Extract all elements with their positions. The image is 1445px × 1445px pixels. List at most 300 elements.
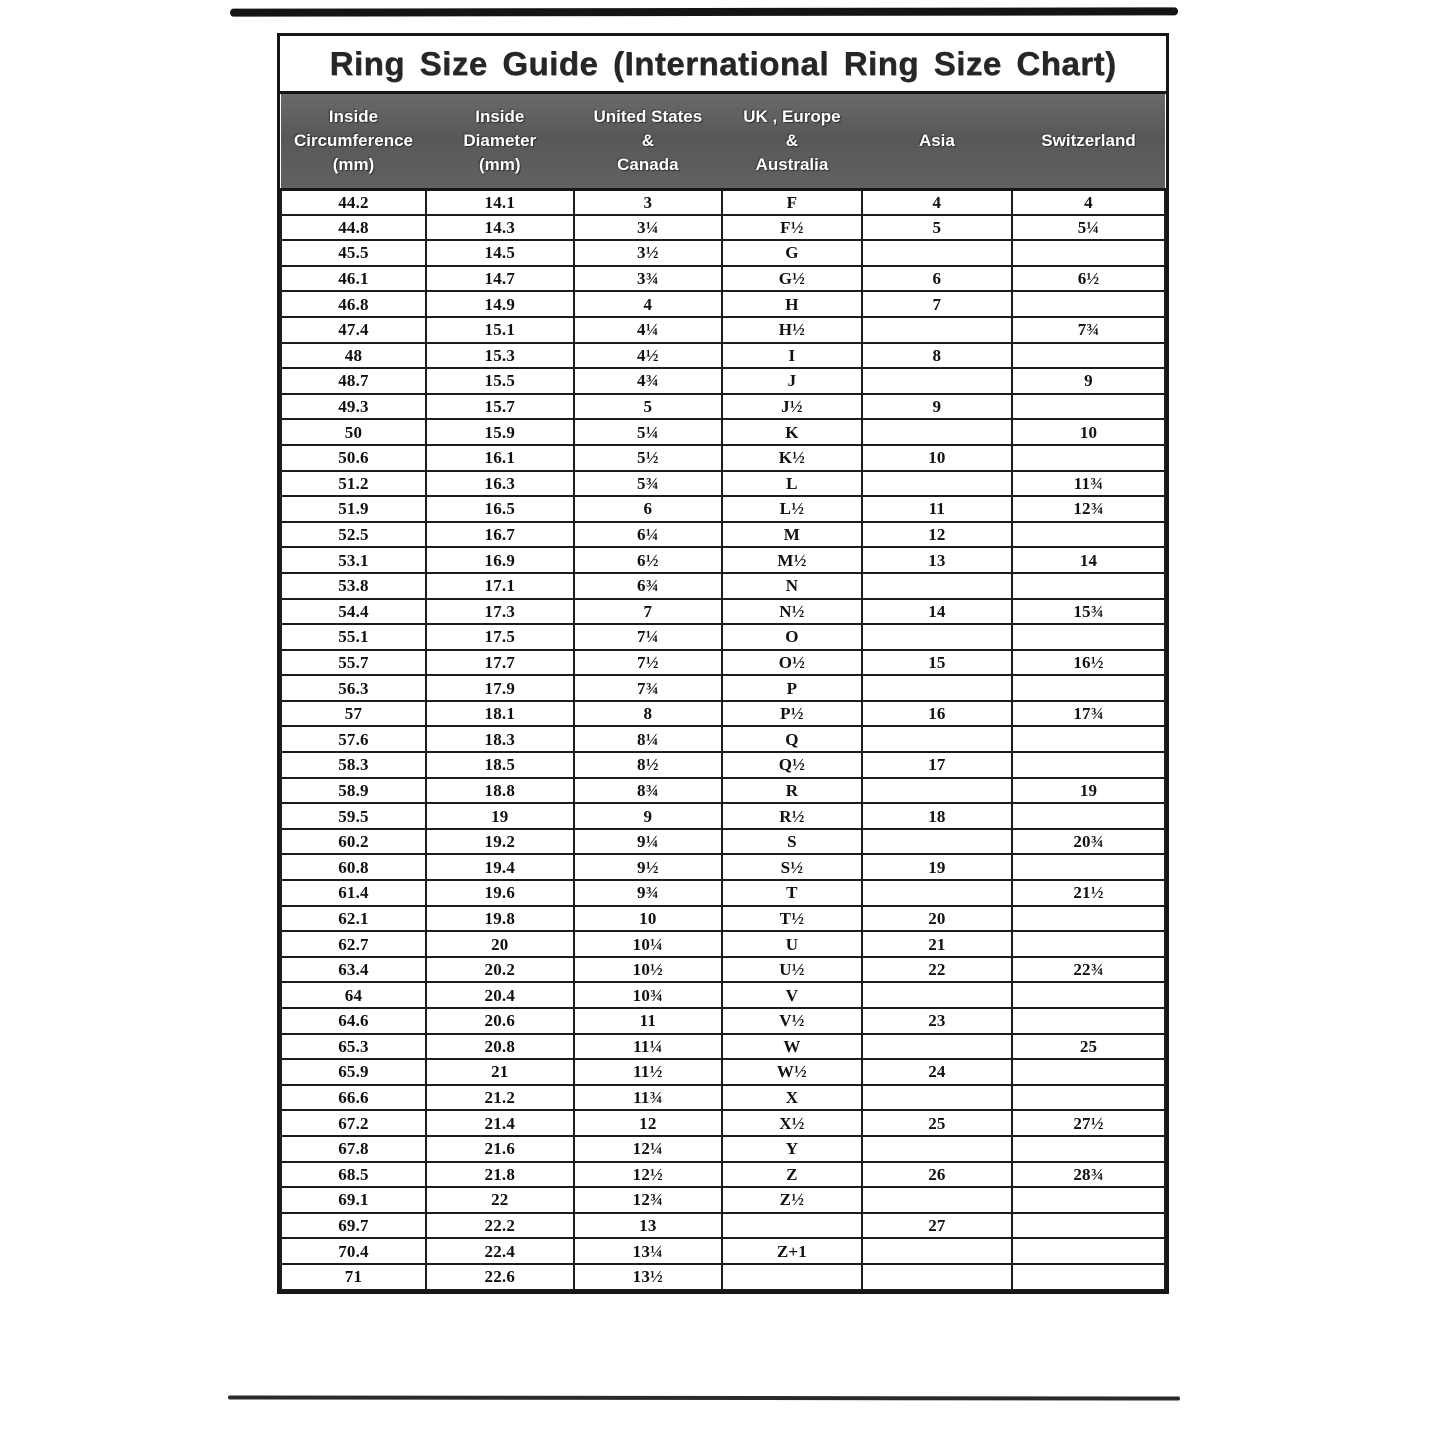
table-cell: 7¾ [1012, 317, 1165, 343]
table-cell: 21.4 [426, 1110, 574, 1136]
table-cell: 7¾ [574, 675, 723, 701]
header-uk-europe-australia: UK , Europe & Australia [722, 94, 862, 189]
table-cell [862, 368, 1012, 394]
table-cell: 16.9 [426, 547, 574, 573]
table-cell: O [722, 624, 862, 650]
table-cell: L½ [722, 496, 862, 522]
table-cell: 5¾ [574, 471, 723, 497]
table-cell: 50.6 [281, 445, 426, 471]
table-cell [1012, 982, 1165, 1008]
table-cell: 20 [862, 906, 1012, 932]
table-cell: 11¾ [1012, 471, 1165, 497]
table-cell: 10 [574, 906, 723, 932]
table-cell: 15 [862, 650, 1012, 676]
table-cell: 10¾ [574, 982, 723, 1008]
table-cell: 4¾ [574, 368, 723, 394]
table-cell: 18.3 [426, 726, 574, 752]
table-cell: M½ [722, 547, 862, 573]
table-cell [862, 982, 1012, 1008]
table-cell: 6 [574, 496, 723, 522]
table-cell: T [722, 880, 862, 906]
table-row [281, 189, 1165, 215]
table-cell [862, 471, 1012, 497]
table-cell: 71 [281, 1264, 426, 1290]
table-cell: 44.8 [281, 215, 426, 241]
bottom-border-line [228, 1396, 1180, 1401]
table-cell: 21.2 [426, 1085, 574, 1111]
table-cell: 15.5 [426, 368, 574, 394]
table-cell [1012, 522, 1165, 548]
table-cell: 12¼ [574, 1136, 723, 1162]
table-cell [862, 1034, 1012, 1060]
table-cell: 60.8 [281, 854, 426, 880]
table-cell: 5 [574, 394, 723, 420]
table-row [281, 1213, 1165, 1239]
table-cell: 15.9 [426, 419, 574, 445]
table-cell: G [722, 240, 862, 266]
table-row [281, 1008, 1165, 1034]
table-cell: 26 [862, 1162, 1012, 1188]
table-row [281, 1162, 1165, 1188]
table-cell: 3¼ [574, 215, 723, 241]
table-cell: 3½ [574, 240, 723, 266]
table-cell: 58.9 [281, 778, 426, 804]
table-row [281, 803, 1165, 829]
table-cell [862, 1187, 1012, 1213]
table-cell: 18.8 [426, 778, 574, 804]
table-cell: J½ [722, 394, 862, 420]
table-cell: Q [722, 726, 862, 752]
table-cell: 13 [574, 1213, 723, 1239]
table-row [281, 368, 1165, 394]
table-cell [862, 880, 1012, 906]
table-cell: 48.7 [281, 368, 426, 394]
table-cell: 17¾ [1012, 701, 1165, 727]
table-row [281, 240, 1165, 266]
table-cell: 20.2 [426, 957, 574, 983]
table-row [281, 650, 1165, 676]
table-row [281, 266, 1165, 292]
table-cell: 55.1 [281, 624, 426, 650]
table-cell: 12 [574, 1110, 723, 1136]
table-row [281, 1059, 1165, 1085]
table-cell [1012, 1264, 1165, 1290]
table-cell: V [722, 982, 862, 1008]
table-cell: 46.1 [281, 266, 426, 292]
table-cell [722, 1264, 862, 1290]
table-cell [862, 1238, 1012, 1264]
table-cell: 21 [426, 1059, 574, 1085]
table-cell: 14.1 [426, 189, 574, 215]
table-cell: 15.3 [426, 343, 574, 369]
table-cell: S½ [722, 854, 862, 880]
table-cell: 9 [1012, 368, 1165, 394]
table-cell: 6¾ [574, 573, 723, 599]
table-cell: 11¼ [574, 1034, 723, 1060]
table-cell [1012, 1136, 1165, 1162]
table-cell: 69.1 [281, 1187, 426, 1213]
table-cell: 16.3 [426, 471, 574, 497]
table-cell: 13¼ [574, 1238, 723, 1264]
table-cell [1012, 240, 1165, 266]
table-cell: X½ [722, 1110, 862, 1136]
table-cell: 4¼ [574, 317, 723, 343]
table-cell: U½ [722, 957, 862, 983]
table-cell: 15.1 [426, 317, 574, 343]
table-cell: 22.4 [426, 1238, 574, 1264]
table-cell: 19 [1012, 778, 1165, 804]
table-cell [1012, 573, 1165, 599]
table-cell [862, 317, 1012, 343]
table-cell: 11¾ [574, 1085, 723, 1111]
header-us-canada: United States & Canada [574, 94, 723, 189]
table-row [281, 496, 1165, 522]
table-cell [862, 829, 1012, 855]
table-cell: 7 [862, 291, 1012, 317]
table-cell: 57.6 [281, 726, 426, 752]
table-cell: 20.8 [426, 1034, 574, 1060]
table-cell [862, 419, 1012, 445]
table-row [281, 982, 1165, 1008]
table-cell: 18.1 [426, 701, 574, 727]
table-cell: 7½ [574, 650, 723, 676]
table-cell: 6¼ [574, 522, 723, 548]
table-row [281, 1110, 1165, 1136]
table-row [281, 752, 1165, 778]
table-cell [862, 778, 1012, 804]
table-cell: 10 [862, 445, 1012, 471]
table-cell: 25 [862, 1110, 1012, 1136]
table-row [281, 215, 1165, 241]
table-cell: 5¼ [1012, 215, 1165, 241]
table-cell: 24 [862, 1059, 1012, 1085]
table-cell: 25 [1012, 1034, 1165, 1060]
table-cell: 8½ [574, 752, 723, 778]
table-cell: 9¼ [574, 829, 723, 855]
header-inside-circumference: Inside Circumference (mm) [281, 94, 426, 189]
table-cell: 12½ [574, 1162, 723, 1188]
table-cell: 4½ [574, 343, 723, 369]
table-cell [1012, 1059, 1165, 1085]
table-cell: 16 [862, 701, 1012, 727]
table-cell: W½ [722, 1059, 862, 1085]
table-cell: 12¾ [574, 1187, 723, 1213]
table-row [281, 573, 1165, 599]
table-row [281, 957, 1165, 983]
table-cell: 11 [862, 496, 1012, 522]
table-cell [722, 1213, 862, 1239]
table-row [281, 343, 1165, 369]
table-cell: Q½ [722, 752, 862, 778]
table-cell: 16½ [1012, 650, 1165, 676]
table-cell: 19.6 [426, 880, 574, 906]
table-cell: I [722, 343, 862, 369]
table-cell [1012, 624, 1165, 650]
table-cell: O½ [722, 650, 862, 676]
table-row [281, 1238, 1165, 1264]
table-cell: 4 [1012, 189, 1165, 215]
table-cell: 12 [862, 522, 1012, 548]
table-cell: N [722, 573, 862, 599]
table-cell: 12¾ [1012, 496, 1165, 522]
table-row [281, 1034, 1165, 1060]
table-cell [1012, 1085, 1165, 1111]
table-cell: 11 [574, 1008, 723, 1034]
table-cell: 53.1 [281, 547, 426, 573]
table-cell: Z [722, 1162, 862, 1188]
table-cell [862, 726, 1012, 752]
table-cell: Z½ [722, 1187, 862, 1213]
table-cell: 11½ [574, 1059, 723, 1085]
table-cell: 22 [426, 1187, 574, 1213]
table-cell: 3¾ [574, 266, 723, 292]
table-cell: 21.6 [426, 1136, 574, 1162]
table-cell: 13½ [574, 1264, 723, 1290]
table-cell: 4 [574, 291, 723, 317]
table-cell [1012, 445, 1165, 471]
table-cell: 56.3 [281, 675, 426, 701]
header-inside-diameter: Inside Diameter (mm) [426, 94, 574, 189]
table-cell: 53.8 [281, 573, 426, 599]
table-cell [862, 1136, 1012, 1162]
table-cell: 62.1 [281, 906, 426, 932]
table-cell: 5¼ [574, 419, 723, 445]
table-cell: 17.3 [426, 599, 574, 625]
table-cell: 51.9 [281, 496, 426, 522]
table-cell [1012, 1213, 1165, 1239]
table-cell: 9 [574, 803, 723, 829]
table-cell: 17.9 [426, 675, 574, 701]
table-cell: 7 [574, 599, 723, 625]
table-row [281, 931, 1165, 957]
header-row [281, 94, 1165, 189]
table-cell: 20.6 [426, 1008, 574, 1034]
table-cell: 8 [574, 701, 723, 727]
table-cell: 20.4 [426, 982, 574, 1008]
table-cell: 67.8 [281, 1136, 426, 1162]
table-cell: 68.5 [281, 1162, 426, 1188]
table-cell [862, 675, 1012, 701]
table-cell: 49.3 [281, 394, 426, 420]
table-cell [1012, 291, 1165, 317]
table-cell: 17.7 [426, 650, 574, 676]
table-cell: 46.8 [281, 291, 426, 317]
table-cell: 55.7 [281, 650, 426, 676]
table-cell: J [722, 368, 862, 394]
table-row [281, 419, 1165, 445]
table-cell: 66.6 [281, 1085, 426, 1111]
table-cell [1012, 726, 1165, 752]
table-cell: 70.4 [281, 1238, 426, 1264]
table-cell: 19.8 [426, 906, 574, 932]
table-cell: 4 [862, 189, 1012, 215]
table-cell: 19.4 [426, 854, 574, 880]
table-cell: 21 [862, 931, 1012, 957]
table-cell: 19 [426, 803, 574, 829]
table-row [281, 880, 1165, 906]
table-cell: 18 [862, 803, 1012, 829]
table-cell: 17 [862, 752, 1012, 778]
table-cell: 20 [426, 931, 574, 957]
table-cell: 59.5 [281, 803, 426, 829]
table-cell: N½ [722, 599, 862, 625]
table-cell: 10½ [574, 957, 723, 983]
table-cell: 65.3 [281, 1034, 426, 1060]
table-cell: 14 [1012, 547, 1165, 573]
table-cell: 67.2 [281, 1110, 426, 1136]
table-cell: Y [722, 1136, 862, 1162]
table-row [281, 599, 1165, 625]
table-cell [1012, 1187, 1165, 1213]
table-cell: R [722, 778, 862, 804]
table-cell [862, 240, 1012, 266]
table-cell: 22.6 [426, 1264, 574, 1290]
table-cell: 21.8 [426, 1162, 574, 1188]
table-cell: 27 [862, 1213, 1012, 1239]
table-cell: 6½ [574, 547, 723, 573]
table-cell: 19.2 [426, 829, 574, 855]
table-cell: 10¼ [574, 931, 723, 957]
table-cell: 64.6 [281, 1008, 426, 1034]
table-cell: 47.4 [281, 317, 426, 343]
table-cell: H [722, 291, 862, 317]
table-cell: 9¾ [574, 880, 723, 906]
table-cell: 15.7 [426, 394, 574, 420]
table-cell: 63.4 [281, 957, 426, 983]
ring-size-table [280, 94, 1166, 1291]
table-cell [1012, 931, 1165, 957]
table-row [281, 854, 1165, 880]
table-cell: 14.9 [426, 291, 574, 317]
table-row [281, 317, 1165, 343]
table-row [281, 829, 1165, 855]
table-cell: 28¾ [1012, 1162, 1165, 1188]
table-cell: 17.5 [426, 624, 574, 650]
table-cell: 60.2 [281, 829, 426, 855]
table-cell: 14.5 [426, 240, 574, 266]
table-cell: 45.5 [281, 240, 426, 266]
table-cell: 10 [1012, 419, 1165, 445]
table-row [281, 522, 1165, 548]
table-cell: F [722, 189, 862, 215]
table-cell: 8¾ [574, 778, 723, 804]
table-row [281, 291, 1165, 317]
table-cell: K [722, 419, 862, 445]
table-cell: 58.3 [281, 752, 426, 778]
table-cell: 19 [862, 854, 1012, 880]
table-row [281, 1187, 1165, 1213]
table-cell: 7¼ [574, 624, 723, 650]
table-row [281, 547, 1165, 573]
table-cell: 15¾ [1012, 599, 1165, 625]
table-cell: 3 [574, 189, 723, 215]
table-cell: 50 [281, 419, 426, 445]
table-cell: 9 [862, 394, 1012, 420]
table-cell: 44.2 [281, 189, 426, 215]
table-cell: 14.7 [426, 266, 574, 292]
table-cell: 57 [281, 701, 426, 727]
table-cell: 21½ [1012, 880, 1165, 906]
table-row [281, 1136, 1165, 1162]
table-cell: 16.5 [426, 496, 574, 522]
table-cell: P [722, 675, 862, 701]
chart-title: Ring Size Guide (International Ring Size Chart) [280, 36, 1166, 94]
table-cell: 51.2 [281, 471, 426, 497]
table-cell: M [722, 522, 862, 548]
table-cell [1012, 1008, 1165, 1034]
table-cell: P½ [722, 701, 862, 727]
table-cell: 20¾ [1012, 829, 1165, 855]
table-cell [862, 573, 1012, 599]
table-cell: 16.1 [426, 445, 574, 471]
top-border-line [230, 7, 1178, 16]
table-cell: 16.7 [426, 522, 574, 548]
table-cell [1012, 343, 1165, 369]
table-cell: 22 [862, 957, 1012, 983]
table-cell: 27½ [1012, 1110, 1165, 1136]
table-cell: Z+1 [722, 1238, 862, 1264]
table-body [281, 189, 1165, 1290]
table-cell: 9½ [574, 854, 723, 880]
ring-size-chart [277, 33, 1169, 1294]
table-cell: X [722, 1085, 862, 1111]
table-cell: 18.5 [426, 752, 574, 778]
table-cell: 6½ [1012, 266, 1165, 292]
table-cell: 22¾ [1012, 957, 1165, 983]
table-row [281, 701, 1165, 727]
header-switzerland: Switzerland [1012, 94, 1165, 189]
table-cell: 14.3 [426, 215, 574, 241]
table-row [281, 624, 1165, 650]
table-cell [1012, 803, 1165, 829]
table-cell: 17.1 [426, 573, 574, 599]
table-cell [1012, 854, 1165, 880]
table-row [281, 1085, 1165, 1111]
table-cell: T½ [722, 906, 862, 932]
table-row [281, 726, 1165, 752]
table-cell: 69.7 [281, 1213, 426, 1239]
table-cell [1012, 675, 1165, 701]
table-cell: L [722, 471, 862, 497]
table-row [281, 778, 1165, 804]
table-cell: U [722, 931, 862, 957]
table-cell [862, 1264, 1012, 1290]
table-cell: R½ [722, 803, 862, 829]
table-cell: 6 [862, 266, 1012, 292]
table-cell: W [722, 1034, 862, 1060]
table-row [281, 675, 1165, 701]
table-cell: 23 [862, 1008, 1012, 1034]
table-cell: 13 [862, 547, 1012, 573]
table-cell: 5½ [574, 445, 723, 471]
table-row [281, 471, 1165, 497]
header-asia: Asia [862, 94, 1012, 189]
table-row [281, 445, 1165, 471]
table-cell [1012, 752, 1165, 778]
table-cell: 8¼ [574, 726, 723, 752]
table-cell: 5 [862, 215, 1012, 241]
table-cell: 48 [281, 343, 426, 369]
table-cell: G½ [722, 266, 862, 292]
table-row [281, 906, 1165, 932]
table-cell: 8 [862, 343, 1012, 369]
table-cell: 52.5 [281, 522, 426, 548]
table-cell: 54.4 [281, 599, 426, 625]
table-cell: 14 [862, 599, 1012, 625]
table-cell: V½ [722, 1008, 862, 1034]
table-row [281, 1264, 1165, 1290]
table-cell: 22.2 [426, 1213, 574, 1239]
